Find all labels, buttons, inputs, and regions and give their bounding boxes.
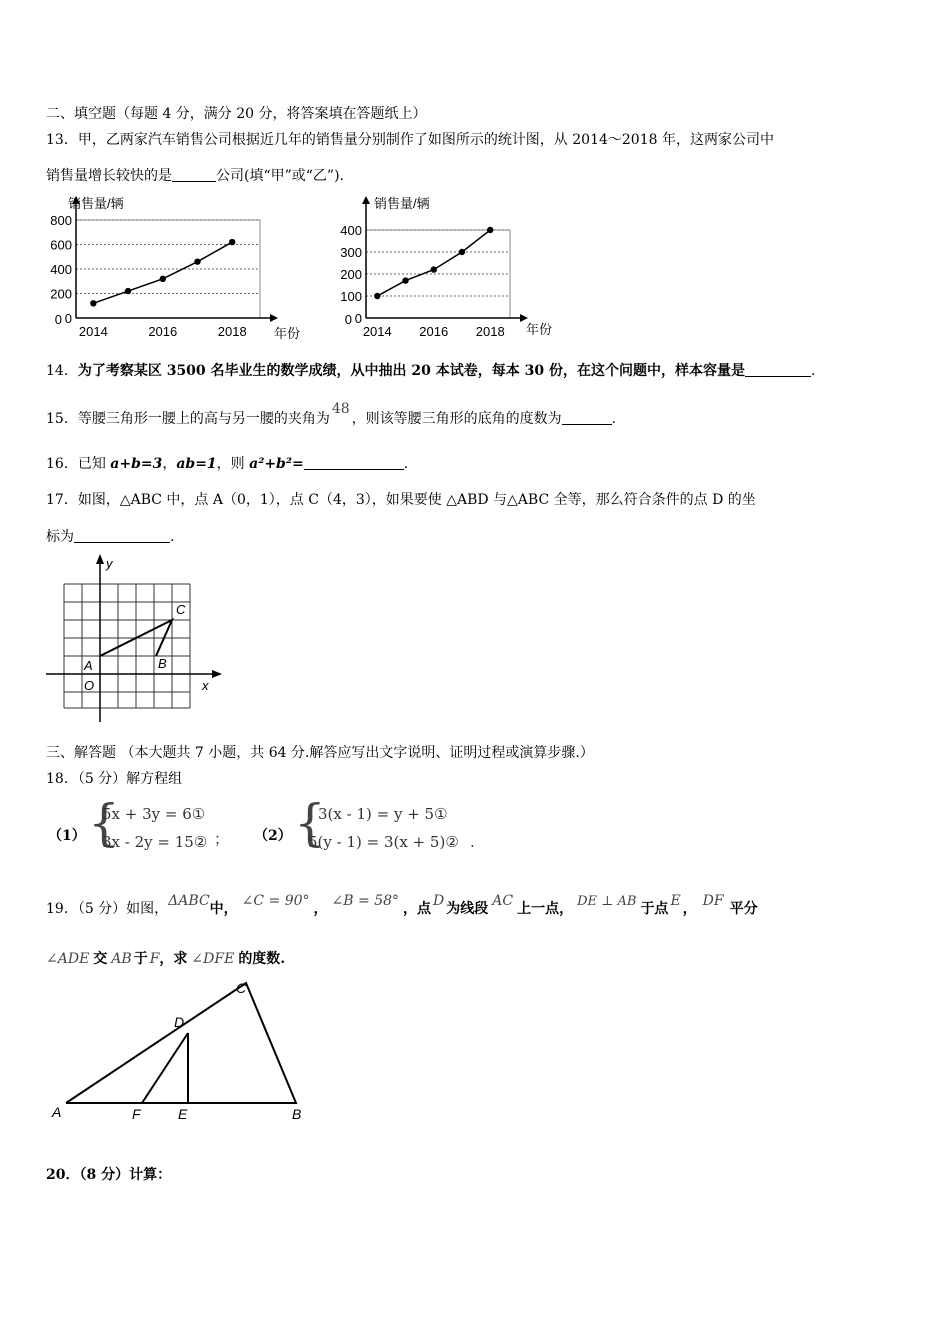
y-tick-label: 200 — [50, 286, 72, 302]
data-point — [402, 277, 408, 283]
q19-point-e: E — [670, 893, 681, 909]
grid-figure — [44, 552, 224, 724]
q19-angle-ade: ∠ADE — [46, 951, 90, 967]
q13-line2-pre: 销售量增长较快的是 — [46, 168, 172, 184]
data-point — [487, 227, 493, 233]
x-tick-label: 2016 — [419, 324, 449, 339]
q19-point-d: D — [433, 893, 445, 909]
label-b: B — [158, 656, 167, 671]
q20: 20．（8 分）计算： — [46, 1167, 172, 1183]
q14-number: 14． — [46, 363, 78, 379]
q19-df: DF — [702, 893, 724, 909]
data-point — [125, 288, 131, 294]
q17-line2 — [46, 526, 174, 546]
q14-end: . — [811, 363, 816, 379]
q15 — [46, 401, 617, 428]
data-point — [431, 266, 437, 272]
chart-jia — [42, 192, 312, 344]
data-point — [459, 249, 465, 255]
y-tick-label: 100 — [340, 289, 362, 304]
q19-l2a: 交 — [93, 951, 108, 967]
tri-label-c: C — [236, 980, 247, 996]
x-axis-arrow-icon — [212, 670, 222, 678]
origin-label: 0 — [54, 312, 62, 327]
q15-pre: 15．等腰三角形一腰上的高与另一腰的夹角为 — [46, 411, 330, 427]
chart-yi-xlabel: 年份 — [526, 322, 553, 337]
y-tick-label: 400 — [50, 262, 72, 277]
q16-end: . — [403, 456, 409, 472]
q19-t2: ， — [313, 901, 328, 917]
q19-angle-c: ∠C = 90° — [241, 893, 310, 909]
q19-t3: ，点 — [403, 901, 432, 917]
q19-angle-dfe: ∠DFE — [191, 951, 235, 967]
x-tick-label: 2018 — [475, 324, 505, 339]
q18-part2-label: （2） — [254, 828, 292, 844]
q14 — [46, 360, 815, 380]
x-axis-arrow-icon — [520, 314, 528, 322]
series-line — [377, 230, 490, 296]
q17-line1: 17．如图，△ABC 中，点 A（0，1），点 C（4，3），如果要使 △ABD 与△ABC 全等，那么符合条件的点 D 的坐 — [46, 492, 756, 508]
q19-angle-b: ∠B = 58° — [331, 893, 400, 909]
q19-point-f: F — [149, 951, 160, 967]
y-tick-label: 600 — [50, 237, 72, 253]
y-tick-label: 800 — [50, 213, 72, 228]
q17-line2-pre: 标为 — [46, 529, 74, 545]
y-tick-label: 300 — [340, 245, 362, 260]
q17-line2-end: . — [170, 529, 175, 545]
q16-eq2: ab=1 — [176, 456, 217, 472]
q19-line2 — [46, 948, 285, 968]
x-tick-label: 2014 — [78, 324, 108, 339]
q14-answer-blank[interactable] — [745, 362, 811, 377]
q18-part1-eq1: 5x + 3y = 6① — [102, 805, 206, 823]
q16-eq1: a+b=3 — [110, 456, 163, 472]
q16-pre: 16．已知 — [46, 456, 111, 472]
q16-expr: a²+b²= — [249, 456, 304, 472]
x-tick-label: 2018 — [217, 324, 247, 339]
tri-label-d: D — [174, 1014, 185, 1030]
y-axis-arrow-icon — [362, 196, 370, 204]
x-tick-label: 2014 — [362, 324, 392, 339]
q18-title: 18．（5 分）解方程组 — [46, 771, 183, 787]
chart-yi-ylabel: 销售量/辆 — [374, 196, 430, 211]
q19-line1 — [46, 893, 758, 918]
q13-answer-blank[interactable] — [172, 167, 216, 182]
origin-label: 0 — [344, 312, 352, 327]
q19-l2c: ，求 — [159, 951, 188, 967]
q19-l2d: 的度数. — [238, 951, 286, 967]
label-c: C — [176, 602, 186, 617]
chart-yi — [330, 192, 570, 344]
data-point — [90, 300, 96, 306]
y-tick-label: 200 — [340, 267, 362, 282]
q18-part1-brace: { — [88, 794, 120, 852]
q19-pre: 19．（5 分）如图， — [46, 901, 169, 917]
data-point — [229, 239, 235, 245]
x-axis-arrow-icon — [270, 314, 278, 322]
q18-part1-label: （1） — [48, 828, 86, 844]
q13-line2 — [46, 165, 344, 185]
section-2-heading: 二、填空题（每题 4 分，满分 20 分，将答案填在答题纸上） — [46, 106, 427, 122]
q18-part1-eq2: 3x - 2y = 15② — [102, 833, 208, 851]
q19-t6: 于点 — [640, 901, 669, 917]
q15-post: ，则该等腰三角形的底角的度数为 — [351, 411, 562, 427]
y-tick-label: 0 — [64, 311, 72, 326]
series-line — [93, 242, 232, 303]
grid-lines — [64, 584, 190, 708]
q19-t4: 为线段 — [446, 901, 489, 917]
q19-segment-ac: AC — [492, 893, 514, 909]
q18-part2-end: . — [470, 833, 475, 851]
triangle-figure — [48, 975, 318, 1125]
tri-label-f: F — [132, 1106, 141, 1122]
segment-df — [142, 1033, 188, 1103]
section-3-heading: 三、解答题 （本大题共 7 小题，共 64 分.解答应写出文字说明、证明过程或演算步骤.） — [46, 745, 594, 761]
q18-part2-eq1: 3(x - 1) = y + 5① — [318, 805, 448, 823]
q13-line2-post: 公司(填“甲”或“乙”). — [216, 168, 345, 184]
grid-ylabel: y — [106, 556, 113, 571]
tri-label-e: E — [178, 1106, 188, 1122]
tri-label-b: B — [292, 1106, 302, 1122]
label-a: A — [84, 658, 93, 673]
q14-text: 为了考察某区 3500 名毕业生的数学成绩，从中抽出 20 本试卷，每本 30 份，在这个问题中，样本容量是 — [77, 363, 745, 379]
q19-perp: DE ⊥ AB — [577, 894, 637, 909]
y-tick-label: 400 — [340, 223, 362, 238]
tri-label-a: A — [52, 1104, 62, 1120]
q19-ab: AB — [111, 951, 132, 967]
q16-mid: ，则 — [216, 456, 250, 472]
q19-t8: 平分 — [729, 901, 758, 917]
q19-l2b: 于 — [133, 951, 148, 967]
q13-line1: 13．甲，乙两家汽车销售公司根据近几年的销售量分别制作了如图所示的统计图，从 2014～2018 年，这两家公司中 — [46, 132, 774, 148]
chart-jia-ylabel: 销售量/辆 — [68, 196, 124, 211]
q15-answer-blank[interactable] — [562, 410, 612, 425]
data-point — [160, 276, 166, 282]
q16-answer-blank[interactable] — [304, 455, 404, 470]
q16 — [46, 453, 408, 473]
data-point — [194, 258, 200, 264]
label-o: O — [84, 678, 95, 693]
q18-part2-brace: { — [294, 794, 326, 852]
q19-triangle: ΔABC — [168, 893, 210, 909]
q19-t7: ， — [682, 901, 697, 917]
q19-t5: 上一点， — [517, 901, 574, 917]
q19-t1: 中， — [209, 901, 238, 917]
q18-part2-eq2: 5(y - 1) = 3(x + 5)② — [308, 833, 459, 851]
chart-jia-xlabel: 年份 — [274, 326, 301, 341]
q17-answer-blank[interactable] — [74, 528, 170, 543]
grid-xlabel: x — [202, 678, 209, 693]
q15-end: . — [611, 411, 617, 427]
q18-part1-end: ； — [214, 830, 230, 848]
data-point — [374, 293, 380, 299]
q15-angle: 48 — [331, 401, 350, 417]
y-tick-label: 0 — [354, 311, 362, 326]
y-axis-arrow-icon — [96, 554, 104, 564]
x-tick-label: 2016 — [148, 324, 178, 339]
q16-sep: ， — [162, 456, 177, 472]
